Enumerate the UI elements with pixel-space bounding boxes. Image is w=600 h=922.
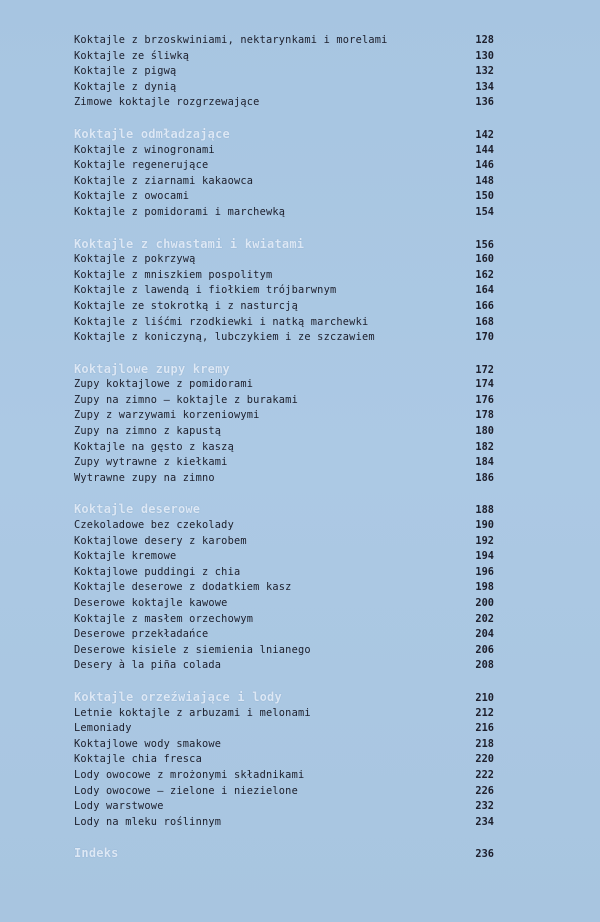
toc-section [74, 502, 494, 674]
toc-entry-title: Koktajle deserowe z dodatkiem kasz [74, 581, 292, 594]
toc-section [74, 362, 494, 487]
toc-entry-page: 196 [475, 565, 494, 578]
toc-section [74, 237, 494, 346]
toc-entry-page: 136 [475, 96, 494, 109]
section-heading [74, 237, 494, 253]
toc-entry [74, 49, 494, 65]
section-heading-page: 210 [475, 691, 494, 704]
toc-entry-title: Lemoniady [74, 722, 132, 735]
toc-section [74, 33, 494, 111]
toc-entry-title: Deserowe koktajle kawowe [74, 597, 228, 609]
toc-entry-page: 232 [475, 800, 494, 813]
toc-entry [74, 252, 494, 268]
toc-entry-title: Zimowe koktajle rozgrzewające [74, 96, 260, 109]
toc-entry [74, 424, 494, 440]
toc-entry-title: Koktajle regenerujące [74, 159, 209, 172]
toc-entry-title: Deserowe kisiele z siemienia lnianego [74, 643, 311, 656]
toc-entry-page: 154 [475, 205, 494, 218]
toc-entry-page: 182 [475, 440, 494, 453]
toc-entry-title: Zupy z warzywami korzeniowymi [74, 409, 260, 422]
toc-entry-page: 222 [475, 768, 494, 781]
toc-entry-title: Koktajlowe wody smakowe [74, 737, 222, 750]
toc-entry [74, 268, 494, 284]
section-heading [74, 362, 494, 378]
section-heading [74, 846, 494, 862]
toc-entry-title: Koktajle z pomidorami i marchewką [74, 205, 286, 218]
toc-entry-page: 162 [475, 268, 494, 281]
toc-entry-title: Koktajlowe puddingi z chia [74, 565, 241, 578]
section-heading-title: Koktajle z chwastami i kwiatami [74, 236, 305, 251]
toc-entry-page: 132 [475, 65, 494, 78]
toc-entry-title: Czekoladowe bez czekolady [74, 519, 234, 532]
toc-entry-page: 218 [475, 737, 494, 750]
toc-entry [74, 80, 494, 96]
toc-entry-title: Koktajle chia fresca [74, 753, 202, 766]
toc-entry [74, 815, 494, 831]
toc-entry-page: 212 [475, 706, 494, 719]
toc-entry [74, 784, 494, 800]
toc-entry [74, 283, 494, 299]
toc-entry [74, 189, 494, 205]
toc-entry-title: Zupy koktajlowe z pomidorami [74, 378, 254, 391]
toc-entry [74, 95, 494, 111]
toc-entry-title: Lody na mleku roślinnym [74, 815, 222, 828]
table-of-contents [74, 33, 494, 878]
toc-entry-title: Koktajle z dynią [74, 80, 177, 93]
toc-entry-title: Koktajle z masłem orzechowym [74, 612, 254, 625]
toc-entry [74, 471, 494, 487]
toc-entry-title: Koktajle z koniczyną, lubczykiem i ze szczawiem [74, 331, 375, 344]
toc-entry [74, 643, 494, 659]
toc-entry-page: 220 [475, 753, 494, 766]
toc-entry-page: 144 [475, 143, 494, 156]
toc-entry-page: 180 [475, 425, 494, 438]
section-heading-page: 188 [475, 504, 494, 517]
toc-entry [74, 408, 494, 424]
section-heading-title: Koktajle orzeźwiające i lody [74, 689, 282, 704]
section-heading [74, 502, 494, 518]
section-heading-title: Indeks [74, 846, 119, 861]
toc-entry-page: 160 [475, 253, 494, 266]
toc-entry-page: 130 [475, 49, 494, 62]
toc-entry [74, 580, 494, 596]
toc-entry-page: 134 [475, 80, 494, 93]
toc-entry [74, 658, 494, 674]
toc-entry [74, 565, 494, 581]
toc-entry-page: 148 [475, 174, 494, 187]
toc-entry-title: Koktajle z pigwą [74, 65, 177, 78]
toc-entry-title: Koktajle z lawendą i fiołkiem trójbarwnym [74, 284, 337, 297]
toc-entry-page: 176 [475, 393, 494, 406]
toc-entry-page: 170 [475, 331, 494, 344]
toc-entry-page: 206 [475, 643, 494, 656]
toc-entry-page: 216 [475, 722, 494, 735]
toc-entry [74, 455, 494, 471]
toc-entry-page: 174 [475, 378, 494, 391]
toc-entry [74, 33, 494, 49]
toc-section [74, 690, 494, 830]
toc-entry [74, 518, 494, 534]
toc-entry-page: 200 [475, 597, 494, 609]
toc-entry [74, 330, 494, 346]
toc-entry [74, 143, 494, 159]
toc-entry [74, 768, 494, 784]
toc-entry-title: Zupy wytrawne z kiełkami [74, 456, 228, 469]
toc-entry-title: Koktajle ze stokrotką i z nasturcją [74, 299, 298, 312]
toc-entry-page: 184 [475, 456, 494, 469]
toc-entry-page: 192 [475, 534, 494, 547]
toc-entry [74, 440, 494, 456]
toc-entry-title: Koktajle z owocami [74, 190, 190, 203]
toc-entry [74, 64, 494, 80]
toc-entry-page: 166 [475, 299, 494, 312]
section-heading-title: Koktajle odmładzające [74, 126, 230, 141]
section-heading-page: 156 [475, 238, 494, 251]
toc-entry [74, 737, 494, 753]
toc-entry-title: Koktajle z winogronami [74, 143, 215, 156]
toc-entry [74, 534, 494, 550]
toc-entry [74, 752, 494, 768]
toc-entry-page: 202 [475, 612, 494, 625]
toc-entry-title: Koktajle z brzoskwiniami, nektarynkami i morelami [74, 34, 388, 46]
toc-entry-page: 190 [475, 519, 494, 532]
toc-entry-title: Lody warstwowe [74, 800, 164, 813]
toc-entry-page: 164 [475, 284, 494, 297]
toc-entry [74, 799, 494, 815]
toc-entry-title: Koktajle kremowe [74, 550, 177, 563]
toc-entry-page: 128 [475, 34, 494, 46]
toc-entry-title: Wytrawne zupy na zimno [74, 471, 215, 484]
toc-entry-title: Deserowe przekładańce [74, 628, 209, 641]
toc-entry-page: 198 [475, 581, 494, 594]
toc-entry-title: Zupy na zimno – koktajle z burakami [74, 393, 298, 406]
toc-entry-title: Koktajle z ziarnami kakaowca [74, 174, 254, 187]
toc-entry-title: Koktajlowe desery z karobem [74, 534, 247, 547]
toc-entry-page: 194 [475, 550, 494, 563]
toc-entry-page: 186 [475, 471, 494, 484]
toc-entry-page: 168 [475, 315, 494, 328]
toc-entry [74, 174, 494, 190]
toc-entry-title: Koktajle z mniszkiem pospolitym [74, 268, 273, 281]
toc-section [74, 127, 494, 221]
toc-entry [74, 549, 494, 565]
toc-entry [74, 205, 494, 221]
toc-entry-title: Lody owocowe z mrożonymi składnikami [74, 768, 305, 781]
section-heading-page: 142 [475, 128, 494, 141]
toc-entry [74, 721, 494, 737]
toc-entry-title: Desery à la piña colada [74, 659, 222, 672]
toc-entry [74, 315, 494, 331]
toc-entry [74, 299, 494, 315]
section-heading-page: 236 [475, 848, 494, 861]
toc-entry-title: Koktajle z liśćmi rzodkiewki i natką marchewki [74, 315, 369, 328]
toc-entry-page: 178 [475, 409, 494, 422]
toc-entry-page: 226 [475, 784, 494, 797]
toc-entry-page: 204 [475, 628, 494, 641]
toc-entry-title: Zupy na zimno z kapustą [74, 425, 222, 438]
toc-entry-title: Koktajle ze śliwką [74, 49, 190, 62]
section-heading [74, 690, 494, 706]
section-heading-title: Koktajlowe zupy kremy [74, 361, 230, 376]
section-heading [74, 127, 494, 143]
toc-entry [74, 627, 494, 643]
toc-entry [74, 706, 494, 722]
toc-entry [74, 596, 494, 612]
toc-entry-page: 208 [475, 659, 494, 672]
toc-entry-page: 146 [475, 159, 494, 172]
toc-entry [74, 158, 494, 174]
toc-entry-title: Koktajle z pokrzywą [74, 253, 196, 266]
toc-entry-page: 234 [475, 815, 494, 828]
toc-section [74, 846, 494, 862]
toc-entry [74, 377, 494, 393]
section-heading-title: Koktajle deserowe [74, 502, 201, 517]
toc-entry-page: 150 [475, 190, 494, 203]
toc-entry-title: Lody owocowe – zielone i niezielone [74, 784, 298, 797]
toc-entry [74, 393, 494, 409]
toc-entry-title: Koktajle na gęsto z kaszą [74, 440, 234, 453]
toc-entry-title: Letnie koktajle z arbuzami i melonami [74, 706, 311, 719]
section-heading-page: 172 [475, 363, 494, 376]
toc-entry [74, 612, 494, 628]
